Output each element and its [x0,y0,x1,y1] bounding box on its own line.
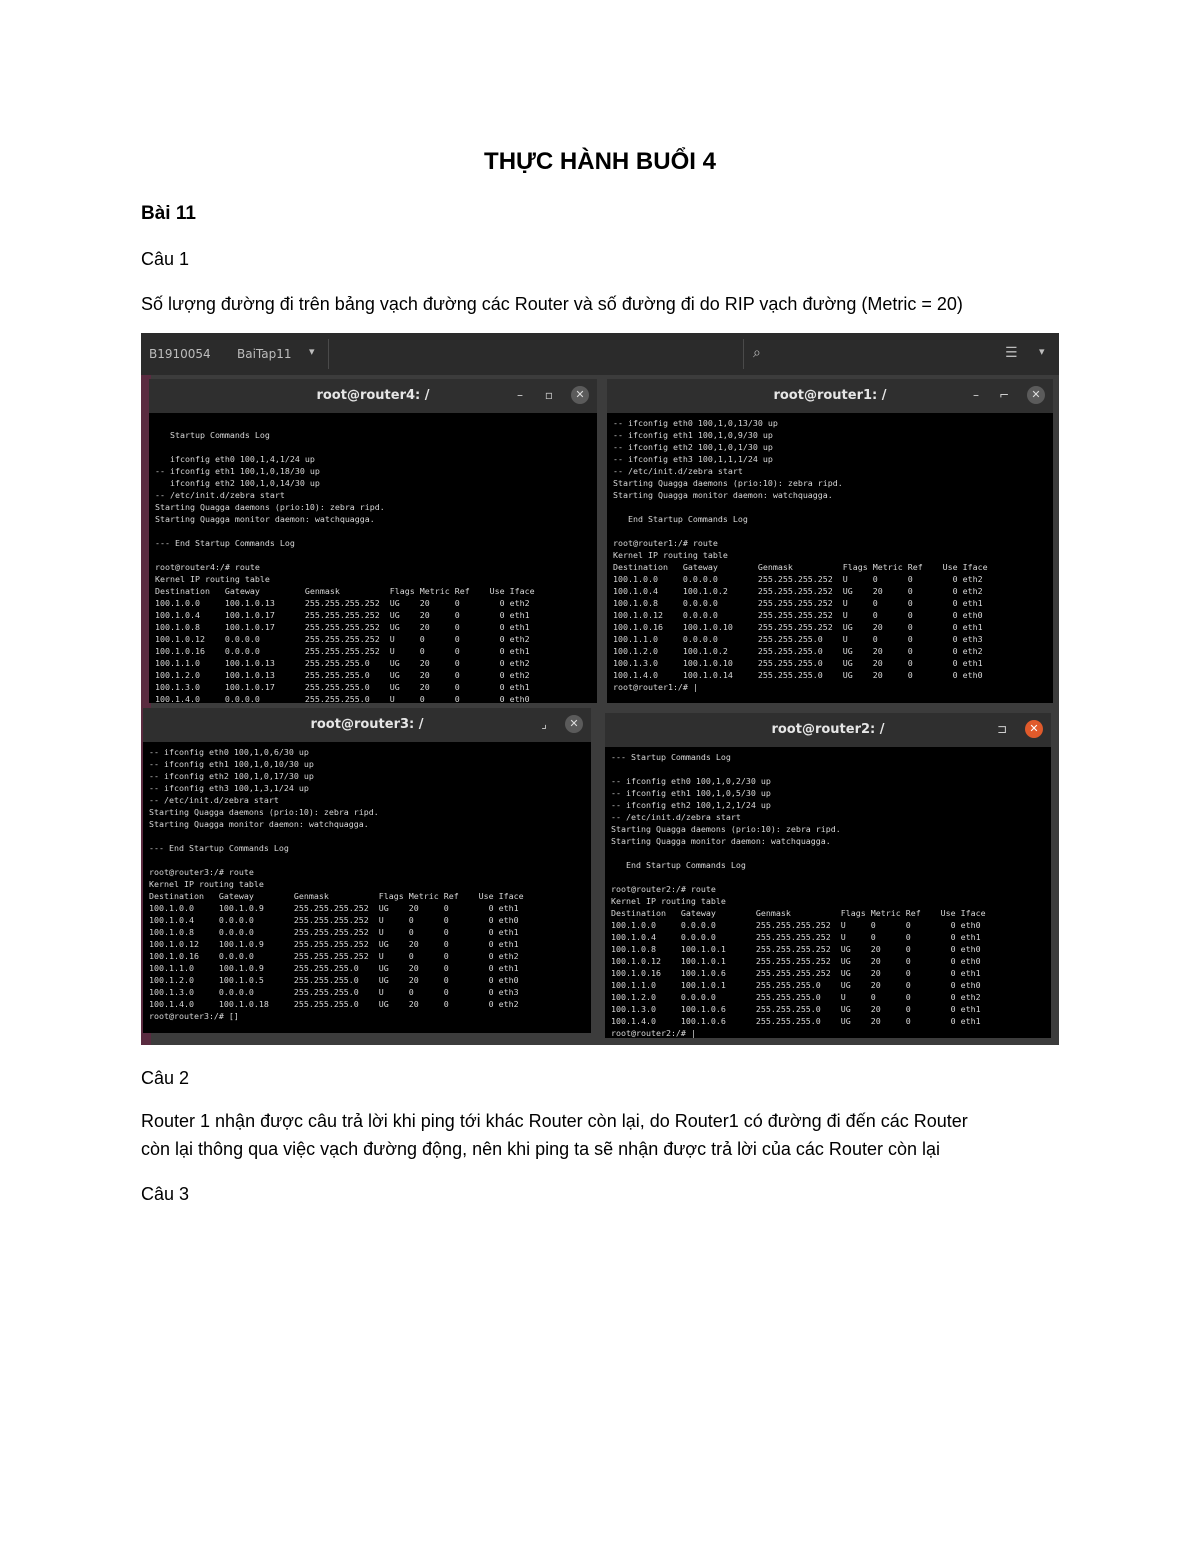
question-1-label: Câu 1 [141,249,190,269]
terminal-output[interactable] [611,751,1047,1038]
terminal-line: 100.1.2.0 100.1.0.2 255.255.255.0 UG 20 0 0 eth2 [613,646,983,656]
terminal-title: root@router1: / [773,388,887,403]
terminal-line: --- End Startup Commands Log [155,538,295,548]
terminal-line: -- ifconfig eth3 100,1,1,1/24 up [613,454,773,464]
terminal-line: Kernel IP routing table [611,896,726,906]
terminal-line: Starting Quagga daemons (prio:10): zebra ripd. [611,824,841,834]
minimize-icon[interactable]: – [517,388,523,402]
terminal-line: Kernel IP routing table [149,879,264,889]
terminal-line: -- ifconfig eth1 100,1,0,18/30 up [155,466,320,476]
terminal-titlebar[interactable] [605,713,1051,747]
close-icon[interactable]: ✕ [565,715,583,733]
terminal-line: root@router4:/# route [155,562,260,572]
terminal-line: 100.1.0.0 100.1.0.9 255.255.255.252 UG 20 0 0 eth1 [149,903,519,913]
terminal-line: Destination Gateway Genmask Flags Metric Ref Use Iface [155,586,535,596]
maximize-icon[interactable]: ▫ [544,388,553,402]
terminal-line: 100.1.3.0 100.1.0.6 255.255.255.0 UG 20 0 0 eth1 [611,1004,981,1014]
terminal-line [149,854,587,866]
minimize-icon[interactable]: ⌟ [541,717,547,731]
terminal-line: 100.1.0.0 0.0.0.0 255.255.255.252 U 0 0 0 eth2 [613,574,983,584]
terminal-line: root@router2:/# route [611,884,716,894]
terminal-line [155,417,593,429]
terminal-line: --- End Startup Commands Log [149,843,289,853]
terminal-router3[interactable] [143,708,591,1033]
terminal-line: ifconfig eth0 100,1,4,1/24 up [155,454,315,464]
terminal-line: --- Startup Commands Log [611,752,731,762]
terminal-line: Destination Gateway Genmask Flags Metric Ref Use Iface [149,891,524,901]
question-2-label: Câu 2 [141,1068,190,1088]
terminal-line: Starting Quagga daemons (prio:10): zebra ripd. [149,807,379,817]
terminal-line: 100.1.2.0 100.1.0.5 255.255.255.0 UG 20 0 0 eth0 [149,975,519,985]
close-icon[interactable]: ✕ [1027,386,1045,404]
terminal-line: ifconfig eth2 100,1,0,14/30 up [155,478,320,488]
terminal-line: root@router3:/# [] [149,1011,239,1021]
terminal-line: Starting Quagga daemons (prio:10): zebra ripd. [613,478,843,488]
terminal-line: -- ifconfig eth0 100,1,0,2/30 up [611,776,771,786]
terminal-output[interactable] [155,417,593,703]
terminal-line: Destination Gateway Genmask Flags Metric Ref Use Iface [613,562,988,572]
minimize-icon[interactable]: – [973,388,979,402]
terminal-line: -- ifconfig eth2 100,1,2,1/24 up [611,800,771,810]
chevron-down-icon[interactable]: ▾ [1039,345,1045,358]
terminal-line: 100.1.0.4 0.0.0.0 255.255.255.252 U 0 0 0 eth1 [611,932,981,942]
terminal-titlebar[interactable] [143,708,591,742]
terminal-line: root@router2:/# | [611,1028,696,1038]
terminal-title: root@router4: / [316,388,430,403]
terminal-line: 100.1.0.8 0.0.0.0 255.255.255.252 U 0 0 0 eth1 [149,927,519,937]
terminal-line: 100.1.4.0 0.0.0.0 255.255.255.0 U 0 0 0 eth0 [155,694,530,704]
divider [743,339,744,369]
terminal-line: -- ifconfig eth2 100,1,0,17/30 up [149,771,314,781]
terminal-line: End Startup Commands Log [613,514,748,524]
terminal-router2[interactable] [605,713,1051,1038]
terminal-line: Kernel IP routing table [155,574,270,584]
terminal-line: 100.1.0.8 100.1.0.1 255.255.255.252 UG 20 0 0 eth0 [611,944,981,954]
terminal-topbar [141,333,1059,375]
terminal-line: 100.1.0.8 100.1.0.17 255.255.255.252 UG 20 0 0 eth1 [155,622,530,632]
terminal-line: 100.1.1.0 0.0.0.0 255.255.255.0 U 0 0 0 eth3 [613,634,983,644]
terminal-line [611,871,1047,883]
terminal-line: 100.1.2.0 0.0.0.0 255.255.255.0 U 0 0 0 eth2 [611,992,981,1002]
terminal-screenshot [141,333,1059,1045]
terminal-line [149,830,587,842]
terminal-line: 100.1.4.0 100.1.0.18 255.255.255.0 UG 20 0 0 eth2 [149,999,519,1009]
terminal-line: Starting Quagga monitor daemon: watchquagga. [155,514,375,524]
terminal-line: End Startup Commands Log [611,860,746,870]
question-2-line-2: còn lại thông qua việc vạch đường động, nên khi ping ta sẽ nhận được trả lời của các Router còn lại [141,1139,940,1159]
search-icon[interactable]: ⌕ [753,345,761,361]
terminal-line: 100.1.0.12 0.0.0.0 255.255.255.252 U 0 0 0 eth0 [613,610,983,620]
terminal-line: 100.1.4.0 100.1.0.6 255.255.255.0 UG 20 0 0 eth1 [611,1016,981,1026]
terminal-line: 100.1.0.4 100.1.0.2 255.255.255.252 UG 20 0 0 eth2 [613,586,983,596]
terminal-titlebar[interactable] [607,379,1053,413]
terminal-line: -- /etc/init.d/zebra start [149,795,279,805]
chevron-down-icon[interactable]: ▾ [309,345,315,358]
terminal-line: -- /etc/init.d/zebra start [611,812,741,822]
terminal-line: -- ifconfig eth0 100,1,0,6/30 up [149,747,309,757]
terminal-line [611,847,1047,859]
terminal-line: 100.1.0.12 100.1.0.9 255.255.255.252 UG 20 0 0 eth1 [149,939,519,949]
terminal-line: -- /etc/init.d/zebra start [613,466,743,476]
terminal-line [613,501,1049,513]
terminal-line: 100.1.0.0 100.1.0.13 255.255.255.252 UG 20 0 0 eth2 [155,598,530,608]
terminal-router4[interactable] [149,379,597,703]
terminal-line: 100.1.3.0 100.1.0.10 255.255.255.0 UG 20 0 0 eth1 [613,658,983,668]
terminal-line: 100.1.0.16 100.1.0.10 255.255.255.252 UG 20 0 0 eth1 [613,622,983,632]
terminal-line: -- ifconfig eth0 100,1,0,13/30 up [613,418,778,428]
terminal-line: 100.1.0.12 100.1.0.1 255.255.255.252 UG 20 0 0 eth0 [611,956,981,966]
terminal-line: -- ifconfig eth3 100,1,3,1/24 up [149,783,309,793]
document-title: THỰC HÀNH BUỔI 4 [484,148,716,175]
terminal-line: 100.1.0.4 0.0.0.0 255.255.255.252 U 0 0 0 eth0 [149,915,519,925]
terminal-line: 100.1.1.0 100.1.0.13 255.255.255.0 UG 20 0 0 eth2 [155,658,530,668]
maximize-icon[interactable]: ⌐ [998,388,1009,402]
terminal-line: root@router1:/# | [613,682,698,692]
terminal-line: 100.1.4.0 100.1.0.14 255.255.255.0 UG 20 0 0 eth0 [613,670,983,680]
terminal-title: root@router2: / [771,722,885,737]
terminal-title: root@router3: / [310,717,424,732]
terminal-titlebar[interactable] [149,379,597,413]
terminal-line [155,525,593,537]
terminal-line: -- /etc/init.d/zebra start [155,490,285,500]
terminal-line: root@router3:/# route [149,867,254,877]
question-2-line-1: Router 1 nhận được câu trả lời khi ping tới khác Router còn lại, do Router1 có đường đi đến các Router [141,1111,968,1131]
question-1-text: Số lượng đường đi trên bảng vạch đường các Router và số đường đi do RIP vạch đường (Metric = 20) [141,294,963,314]
close-icon[interactable]: ✕ [1025,720,1043,738]
terminal-line: -- ifconfig eth1 100,1,0,9/30 up [613,430,773,440]
terminal-line: 100.1.1.0 100.1.0.9 255.255.255.0 UG 20 0 0 eth1 [149,963,519,973]
terminal-line: root@router1:/# route [613,538,718,548]
terminal-line: 100.1.0.16 0.0.0.0 255.255.255.252 U 0 0 0 eth2 [149,951,519,961]
terminal-output[interactable] [149,746,587,1033]
terminal-line: 100.1.0.16 0.0.0.0 255.255.255.252 U 0 0 0 eth1 [155,646,530,656]
terminal-line: Starting Quagga daemons (prio:10): zebra ripd. [155,502,385,512]
close-icon[interactable]: ✕ [571,386,589,404]
terminal-line: Startup Commands Log [155,430,270,440]
terminal-line: -- ifconfig eth2 100,1,0,1/30 up [613,442,773,452]
terminal-line: 100.1.3.0 0.0.0.0 255.255.255.0 U 0 0 0 eth3 [149,987,519,997]
terminal-output[interactable] [613,417,1049,703]
terminal-line [155,441,593,453]
minimize-icon[interactable]: ⊐ [996,722,1007,736]
terminal-line: Kernel IP routing table [613,550,728,560]
terminal-line: Destination Gateway Genmask Flags Metric Ref Use Iface [611,908,986,918]
terminal-line: 100.1.0.12 0.0.0.0 255.255.255.252 U 0 0 0 eth2 [155,634,530,644]
section-heading: Bài 11 [141,203,196,224]
terminal-line: 100.1.0.0 0.0.0.0 255.255.255.252 U 0 0 0 eth0 [611,920,981,930]
terminal-router1[interactable] [607,379,1053,703]
terminal-line: 100.1.2.0 100.1.0.13 255.255.255.0 UG 20 0 0 eth2 [155,670,530,680]
terminal-line: 100.1.3.0 100.1.0.17 255.255.255.0 UG 20 0 0 eth1 [155,682,530,692]
terminal-line [613,525,1049,537]
terminal-line [155,549,593,561]
terminal-line: Starting Quagga monitor daemon: watchquagga. [613,490,833,500]
terminal-line: -- ifconfig eth1 100,1,0,5/30 up [611,788,771,798]
terminal-line: -- ifconfig eth1 100,1,0,10/30 up [149,759,314,769]
terminal-line: 100.1.1.0 100.1.0.1 255.255.255.0 UG 20 0 0 eth0 [611,980,981,990]
terminal-line: 100.1.0.4 100.1.0.17 255.255.255.252 UG 20 0 0 eth1 [155,610,530,620]
terminal-line: 100.1.0.16 100.1.0.6 255.255.255.252 UG 20 0 0 eth1 [611,968,981,978]
terminal-line: 100.1.0.8 0.0.0.0 255.255.255.252 U 0 0 0 eth1 [613,598,983,608]
terminal-line: Starting Quagga monitor daemon: watchquagga. [611,836,831,846]
list-icon[interactable]: ☰ [1005,345,1018,361]
workspace-label[interactable]: B1910054 [149,347,211,361]
project-label[interactable]: BaiTap11 [237,347,292,361]
terminal-line [611,763,1047,775]
question-3-label: Câu 3 [141,1184,190,1204]
divider [328,339,329,369]
terminal-line: Starting Quagga monitor daemon: watchquagga. [149,819,369,829]
